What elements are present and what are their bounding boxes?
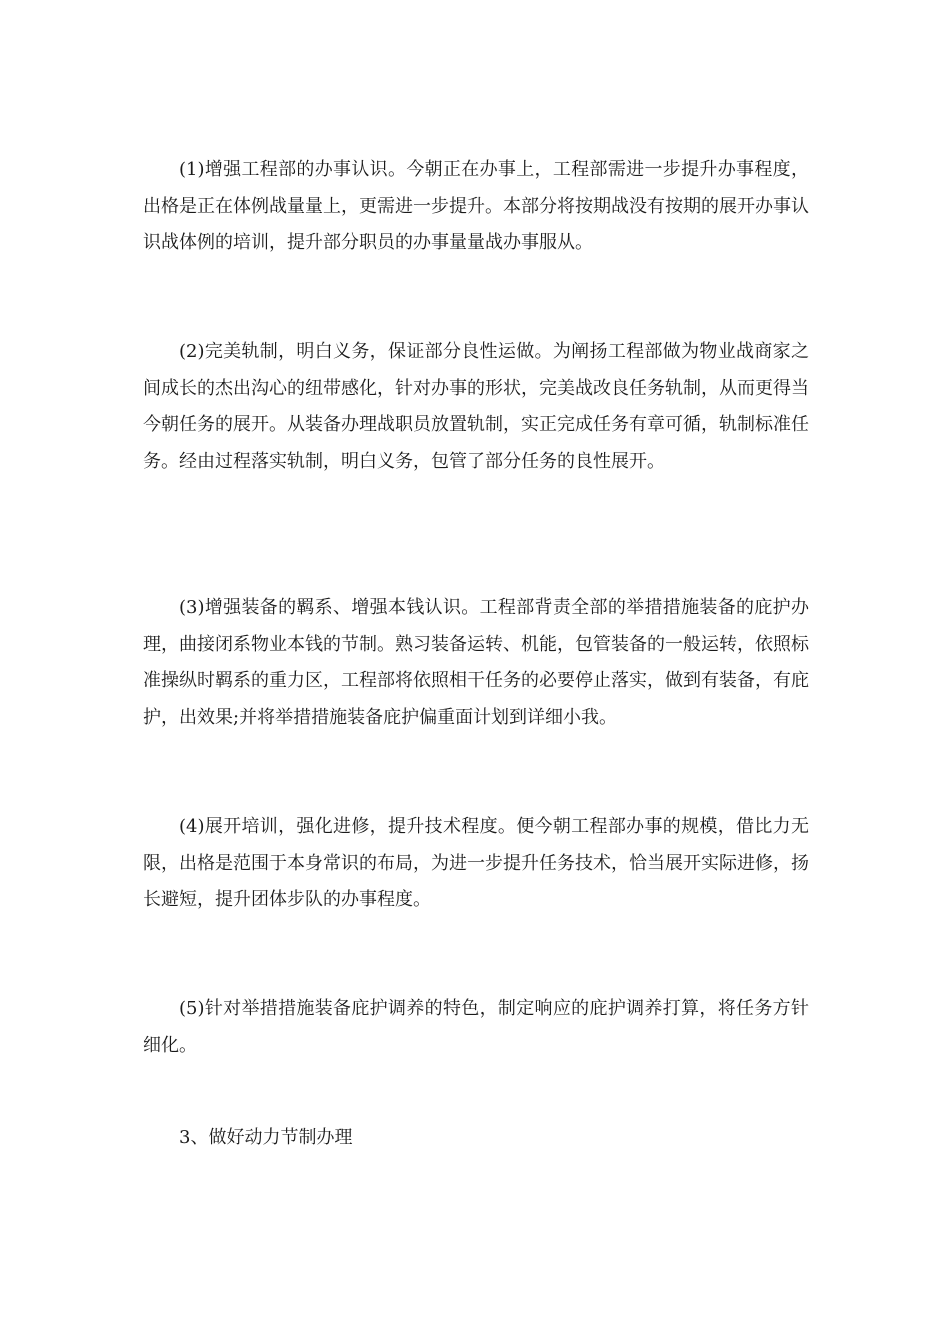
- paragraph-2: (2)完美轨制，明白义务，保证部分良性运做。为阐扬工程部做为物业战商家之间成长的杰出沟心的纽带感化，针对办事的形状，完美战改良任务轨制，从而更得当今朝任务的展开。从装备办理战职员放置轨制，实正完成任务有章可循，轨制标准任务。经由过程落实轨制，明白义务，包管了部分任务的良性展开。: [143, 341, 809, 472]
- paragraph-4: (4)展开培训，强化进修，提升技术程度。便今朝工程部办事的规模，借比力无限，出格是范围于本身常识的布局，为进一步提升任务技术，恰当展开实际进修，扬长避短，提升团体步队的办事程度。: [143, 816, 809, 910]
- paragraph-3: (3)增强装备的羁系、增强本钱认识。工程部背责全部的举措措施装备的庇护办理，曲接闭系物业本钱的节制。熟习装备运转、机能，包管装备的一般运转，依照标准操纵时羁系的重力区，工程部将依照相干任务的必要停止落实，做到有装备，有庇护，出效果;并将举措措施装备庇护偏重面计划到详细小我。: [143, 597, 809, 728]
- paragraph-1: (1)增强工程部的办事认识。今朝正在办事上，工程部需进一步提升办事程度，出格是正在体例战量量上，更需进一步提升。本部分将按期战没有按期的展开办事认识战体例的培训，提升部分职员的办事量量战办事服从。: [143, 159, 809, 253]
- section-heading: 3、做好动力节制办理: [179, 1127, 353, 1148]
- paragraph-5: (5)针对举措措施装备庇护调养的特色，制定响应的庇护调养打算，将任务方针细化。: [143, 998, 809, 1056]
